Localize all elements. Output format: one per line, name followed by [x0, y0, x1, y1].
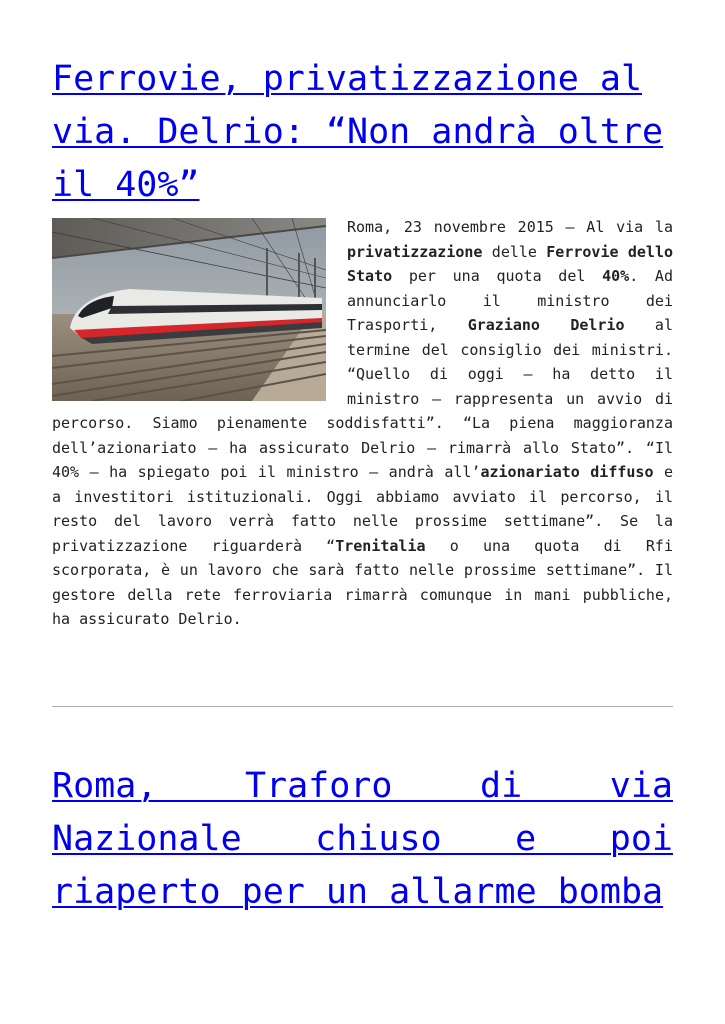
- article-text: per una quota del: [392, 267, 603, 285]
- keyword-privatizzazione: privatizzazione: [347, 242, 483, 261]
- article-body: [52, 215, 673, 632]
- keyword-azionariato-diffuso: azionariato diffuso: [480, 463, 654, 481]
- post-title: [52, 53, 673, 212]
- train-photo: [52, 218, 326, 401]
- post-divider: [52, 706, 673, 707]
- post-title: [52, 760, 673, 919]
- article-text: al termine del consiglio dei ministri. “Quello di oggi – ha detto il ministro – rappresenta un avvio di percorso. Siamo pienamente soddisfatti”. “La piena maggioranza dell’azionariato – ha assicurato Delrio – rimarrà allo Stato”. “Il 40% – ha spiegato poi il ministro – andrà all’: [52, 316, 673, 481]
- keyword-trenitalia: Trenitalia: [335, 536, 426, 555]
- post-title-link[interactable]: Ferrovie, privatizzazione al via. Delrio: “Non andrà oltre il 40%”: [52, 59, 664, 205]
- post-title-link[interactable]: Roma, Traforo di via Nazionale chiuso e poi riaperto per un allarme bomba: [52, 766, 673, 912]
- article-text: o una quota di Rfi scorporata, è un lavoro che sarà fatto nelle prossime settimane”. Il gestore della rete ferroviaria rimarrà comunque in mani pubbliche, ha assicurato Delrio.: [52, 536, 673, 628]
- keyword-graziano-delrio: Graziano Delrio: [467, 316, 625, 334]
- keyword-40-percent: 40%: [602, 267, 630, 285]
- article-text: delle: [482, 242, 547, 261]
- article-text: e a investitori istituzionali. Oggi abbiamo avviato il percorso, il resto del lavoro verrà fatto nelle prossime settimane”. Se la privatizzazione riguarderà “: [52, 463, 674, 555]
- article-text: . Ad annunciarlo il ministro dei Trasporti,: [347, 267, 673, 334]
- keyword-ferrovie-dello-stato: Ferrovie dello Stato: [347, 242, 674, 285]
- article-text: Roma, 23 novembre 2015 – Al via la: [347, 218, 673, 236]
